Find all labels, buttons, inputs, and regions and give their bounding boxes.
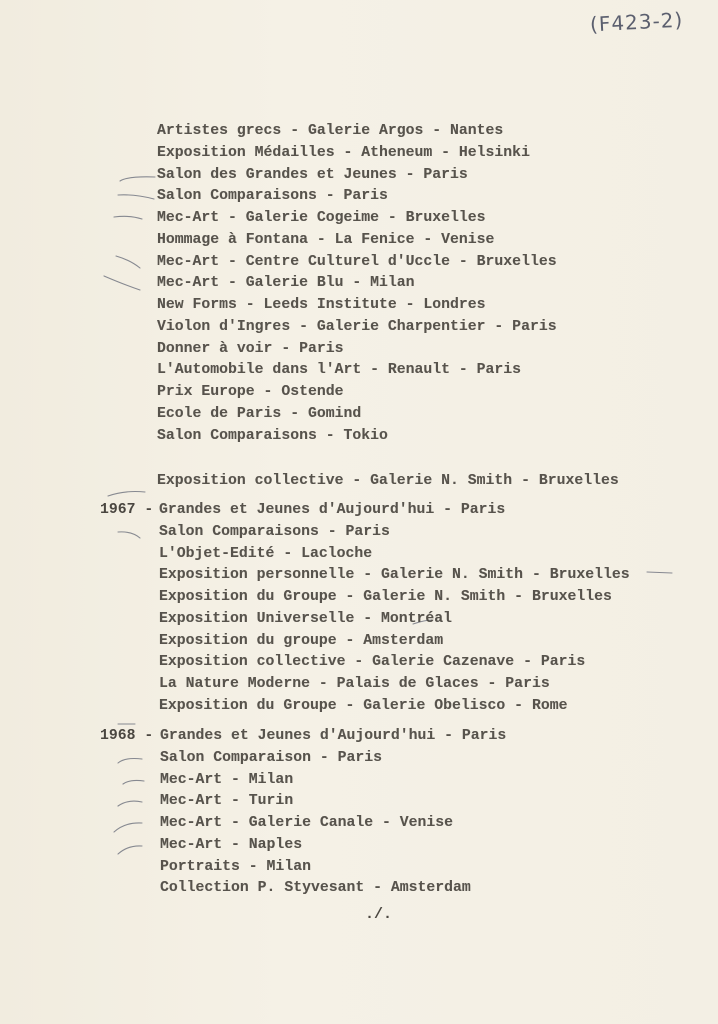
pen-mark	[118, 801, 142, 806]
list-item: L'Automobile dans l'Art - Renault - Paris	[157, 362, 522, 379]
handwritten-reference: (F423-2)	[589, 7, 684, 37]
list-item: Grandes et Jeunes d'Aujourd'hui - Paris	[159, 502, 506, 518]
list-item: Salon Comparaisons - Tokio	[157, 427, 388, 444]
list-item: Artistes grecs - Galerie Argos - Nantes	[157, 123, 504, 139]
pen-mark	[123, 780, 144, 784]
list-item: Exposition collective - Galerie Cazenave - Paris	[159, 654, 586, 671]
list-item: Portraits - Milan	[160, 858, 311, 875]
pen-mark	[647, 572, 672, 573]
list-item: Mec-Art - Naples	[160, 836, 303, 853]
list-item: Ecole de Paris - Gomind	[157, 405, 362, 422]
pen-mark	[114, 823, 142, 832]
pen-mark	[118, 532, 140, 538]
list-item: Grandes et Jeunes d'Aujourd'hui - Paris	[160, 728, 507, 744]
list-item: Prix Europe - Ostende	[157, 384, 344, 400]
list-item: Exposition collective - Galerie N. Smith - Bruxelles	[157, 473, 619, 489]
year-label-1968: 1968 -	[100, 728, 154, 744]
list-item: Exposition du groupe - Amsterdam	[159, 632, 444, 649]
list-item: Mec-Art - Galerie Canale - Venise	[160, 815, 454, 831]
pen-mark	[108, 492, 145, 497]
list-item: Salon des Grandes et Jeunes - Paris	[157, 166, 468, 183]
list-item: Violon d'Ingres - Galerie Charpentier - Paris	[157, 318, 557, 335]
list-item: Exposition Universelle - Montréal	[159, 610, 453, 627]
list-item: New Forms - Leeds Institute - Londres	[157, 297, 486, 313]
list-item: Collection P. Styvesant - Amsterdam	[160, 880, 471, 897]
pen-mark	[118, 846, 142, 854]
list-item: La Nature Moderne - Palais de Glaces - Paris	[159, 676, 550, 692]
list-item: Exposition du Groupe - Galerie Obelisco - Rome	[159, 697, 568, 714]
list-item: Mec-Art - Galerie Blu - Milan	[157, 275, 415, 292]
pen-mark	[120, 177, 155, 181]
list-item: Exposition Médailles - Atheneum - Helsinki	[157, 144, 530, 161]
list-item: Salon Comparaisons - Paris	[159, 523, 390, 540]
list-item: Mec-Art - Centre Culturel d'Uccle - Bruxelles	[157, 253, 557, 270]
list-item: Exposition du Groupe - Galerie N. Smith - Bruxelles	[159, 589, 612, 605]
list-item: Donner à voir - Paris	[157, 340, 344, 357]
list-item: Hommage à Fontana - La Fenice - Venise	[157, 231, 495, 248]
list-item: Salon Comparaisons - Paris	[157, 188, 388, 205]
pen-mark	[118, 195, 154, 199]
list-item: Exposition personnelle - Galerie N. Smith - Bruxelles	[159, 567, 630, 584]
list-item: Mec-Art - Turin	[160, 793, 294, 810]
pen-mark	[104, 276, 140, 290]
list-item: Salon Comparaison - Paris	[160, 749, 382, 766]
list-item: Mec-Art - Galerie Cogeime - Bruxelles	[157, 210, 486, 226]
pen-mark	[116, 256, 140, 268]
list-item: L'Objet-Edité - Lacloche	[159, 545, 373, 562]
continuation-mark: ./.	[365, 906, 393, 923]
pen-mark	[114, 216, 142, 219]
list-item: Mec-Art - Milan	[160, 771, 294, 788]
year-label-1967: 1967 -	[100, 502, 154, 518]
pen-mark	[118, 759, 142, 764]
